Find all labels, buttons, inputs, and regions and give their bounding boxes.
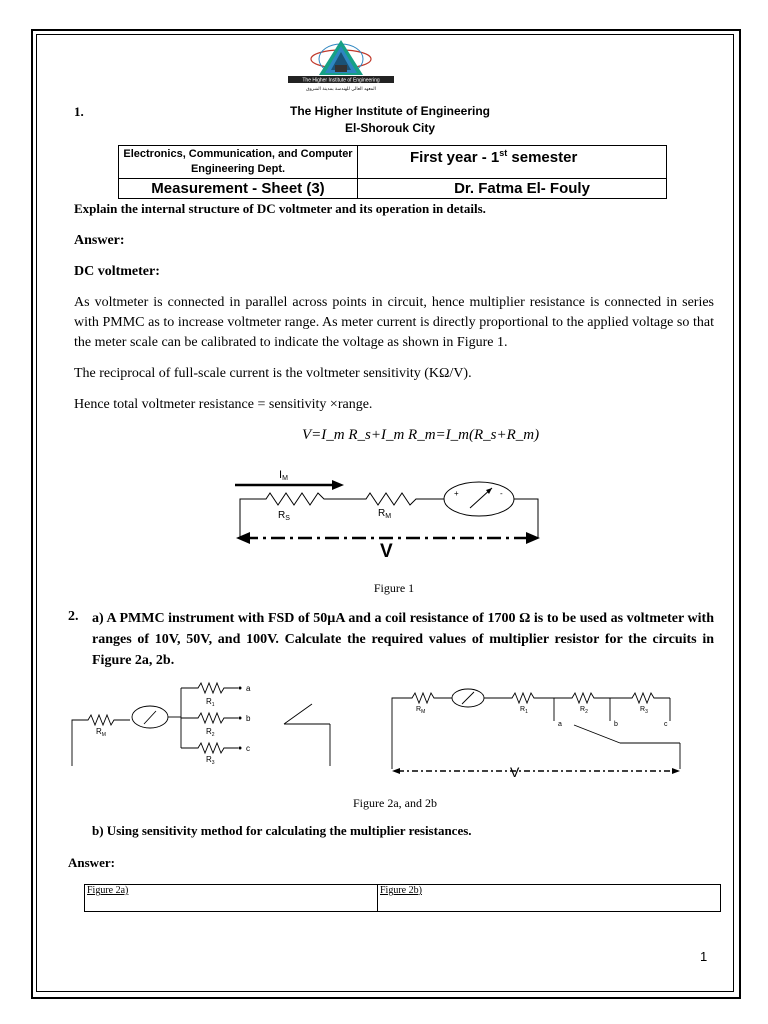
svg-text:+: +: [454, 489, 459, 498]
figure-2-caption: Figure 2a, and 2b: [353, 796, 437, 810]
paragraph-1: As voltmeter is connected in parallel across points in circuit, hence multiplier resistance is connected in series with PMMC as to increase voltmeter range. As meter current is directly proportional to the applied voltage so that the meter scale can be calibrated to indicate the voltage as shown in Figure 1.: [74, 295, 714, 350]
course-header-table: [118, 145, 667, 199]
svg-text:a: a: [246, 684, 251, 693]
dc-voltmeter-heading: DC voltmeter:: [74, 264, 160, 279]
q2-answer-label: Answer:: [68, 855, 115, 870]
svg-text:R2: $R_2$: [206, 727, 215, 738]
svg-text:-: -: [500, 489, 503, 498]
svg-text:a: a: [558, 721, 562, 728]
institute-name: The Higher Institute of Engineering: [289, 104, 490, 118]
figure-1-caption: Figure 1: [373, 581, 415, 595]
current-label: IM: [279, 469, 288, 482]
q1-text: Explain the internal structure of DC voltmeter and its operation in details.: [74, 201, 486, 216]
svg-text:المعهد العالي للهندسة بمدينة ا: المعهد العالي للهندسة بمدينة الشروق: [306, 87, 376, 92]
svg-text:R3: $R_3$: [640, 706, 648, 715]
page-number: 1: [700, 949, 708, 964]
course-cell: Measurement - Sheet (3): [119, 179, 358, 199]
question-number-2: 2.: [68, 609, 79, 624]
year-cell: First year - 1st semester: [358, 146, 667, 179]
svg-text:RM: $R_M$: [96, 727, 106, 738]
answer-table: [84, 884, 721, 912]
svg-text:V: V: [510, 764, 520, 780]
svg-text:R1: $R_1$: [520, 706, 528, 715]
meter-icon: [444, 482, 514, 516]
svg-text:b: b: [614, 721, 618, 728]
rs-label: $R_S$: [278, 510, 290, 522]
instructor-cell: Dr. Fatma El- Fouly: [358, 179, 667, 199]
svg-text:RM: $R_M$: [416, 706, 426, 715]
q2-part-b: b) Using sensitivity method for calculating the multiplier resistances.: [92, 823, 472, 838]
svg-text:R2: $R_2$: [580, 706, 588, 715]
svg-text:c: c: [664, 721, 668, 728]
voltage-label: V: [380, 541, 393, 558]
svg-text:c: c: [246, 744, 250, 753]
rm-label: $R_M$: [378, 508, 392, 520]
figure-2b-circuit: [388, 685, 684, 781]
equation: V=I_m R_s+I_m R_m=I_m(R_s+R_m): [302, 427, 540, 443]
svg-text:R1: $R_1$: [206, 697, 215, 708]
q1-answer-label: Answer:: [74, 233, 125, 248]
answer-table-header-2a: Figure 2a): [85, 885, 378, 912]
svg-text:The Higher Institute of Engine: The Higher Institute of Engineering: [302, 77, 380, 84]
q2-part-a: a) A PMMC instrument with FSD of 50µA and a coil resistance of 1700 Ω is to be used as voltmeter with ranges of 10V, 50V, and 100V. Calculate the required values of multiplier resistor for the circuits in Figure 2a, 2b.: [92, 611, 714, 668]
svg-text:R3: $R_3$: [206, 755, 215, 766]
paragraph-2: The reciprocal of full-scale current is the voltmeter sensitivity (KΩ/V).: [74, 366, 472, 381]
figure-2a-circuit: [68, 680, 334, 772]
answer-table-header-2b: Figure 2b): [378, 885, 721, 912]
question-number-1: 1.: [74, 104, 84, 119]
svg-text:b: b: [246, 714, 251, 723]
figure-1-circuit: [230, 466, 546, 558]
institute-city: El-Shorouk City: [344, 121, 435, 135]
paragraph-3: Hence total voltmeter resistance = sensitivity ×range.: [74, 397, 373, 412]
dept-cell: Electronics, Communication, and Computer Engineering Dept.: [119, 146, 358, 179]
institute-logo: [285, 37, 397, 99]
